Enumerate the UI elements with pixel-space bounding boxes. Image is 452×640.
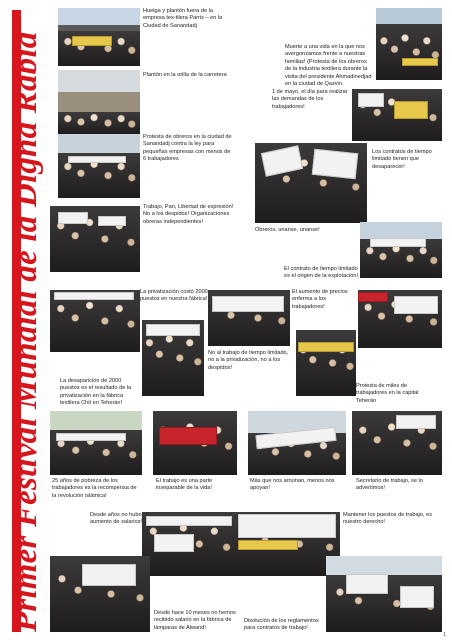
banner-march-photo [248,411,346,475]
page-number: 1 [443,632,446,638]
caption-25-years-poverty: 25 años de pobreza de los trabajadores es la recompensa de la revolución islámica! [52,478,142,500]
signs-crowd-photo [352,411,442,475]
caption-roadside: Plantón en la orilla de la carretera [143,72,233,79]
banner-crowd-photo-1 [255,143,367,223]
caption-families: Muerte a una vida en la que nos avergonzamos frente a nuestras familias! (Protesta de los obreros de la industria textilera durante la visita del presidente Ahmadinedjad en la ciudad de Qazvin. [285,44,372,87]
caption-may-day: 1 de mayo, el día para realizar las demandas de los trabajadores! [272,89,348,110]
big-banner-photo [236,512,340,576]
red-banner-photo [153,411,237,475]
caption-contract-rules: Disolución de los reglamentos para contratos de trabajo! [244,618,324,633]
caption-small-business-law: Protesta de obreros en la ciudad de Sanandadj contra la ley para pequeñas empresas con menos de 6 trabajadores [143,134,235,164]
strike-photo-sanandadj [58,8,140,66]
placard-protest-photo [326,556,442,632]
caption-alwand-wages: Desde hace 10 meses no hemos recibido salario en la fábrica de lámparas de Alwand! [154,610,238,632]
caption-keep-jobs: Mantener los puestos de trabajo, es nuestro derecho! [343,512,439,527]
crowd-protest-photo-3 [50,556,150,632]
caption-privatization-2000: La privatización costó 2000 puestos en nuestra fábrica! [140,289,208,303]
sanandadj-march-photo [58,134,140,198]
caption-chit-textile: La desaparición de 2000 puestos es el resultado de la privatización en la fábrica textilera Chit en Teherán! [60,378,142,408]
caption-limited-contracts: Los contratos de tiempo limitado tienen que desaparecer! [372,149,440,171]
privatization-crowd-photo [50,290,140,352]
tehran-crowd-photo [296,330,356,396]
banner-crowd-photo-2 [142,512,236,576]
caption-price-increase: El aumento de precios enferma a los trabajadores! [292,289,356,311]
protest-signs-photo [142,320,204,396]
caption-strike: Huelga y plantón fuera de la empresa tex-tilera Parris – en la Ciudad de Sanandadj [143,8,235,30]
caption-ruin-support: Más que nos arruinan, menos nos apoyan! [250,478,346,493]
roadside-sit-in-photo [58,70,140,134]
workers-march-photo [360,222,442,278]
seated-protest-photo [50,411,142,475]
caption-no-limited-work: No al trabajo de tiempo limitado, no a la privatización, no a los despidos! [208,350,294,372]
prices-banner-photo [358,290,442,348]
may-day-crowd-photo [352,89,442,141]
caption-labor-secretary: Secretario de trabajo, se lo advertimos! [356,478,442,493]
caption-no-wage-increase: Desde años no hubo aumento de salarios! [90,512,146,527]
caption-tehran-protest: Protesta de miles de trabajadores en la capital Teherán [356,383,438,405]
crowd-protest-photo-1 [376,8,442,80]
march-with-signs-photo [208,290,290,346]
caption-work-inseparable: El trabajo es una parte inseparable de la vida! [156,478,234,493]
women-protest-photo [50,206,140,272]
caption-work-bread-freedom: Trabajo, Pan, Libertad de expresión! No a los despidos! Organizaciones obreras independientes! [143,204,237,226]
poster-title: Primer Festival Mundial de la Digna Rabia [8,31,44,632]
caption-exploitation-origin: El contrato de tiempo limitado es el origen de la explotación! [284,266,359,280]
title-sidebar [0,0,48,640]
caption-workers-unite: Obreros, unanse, unanse! [255,227,335,234]
